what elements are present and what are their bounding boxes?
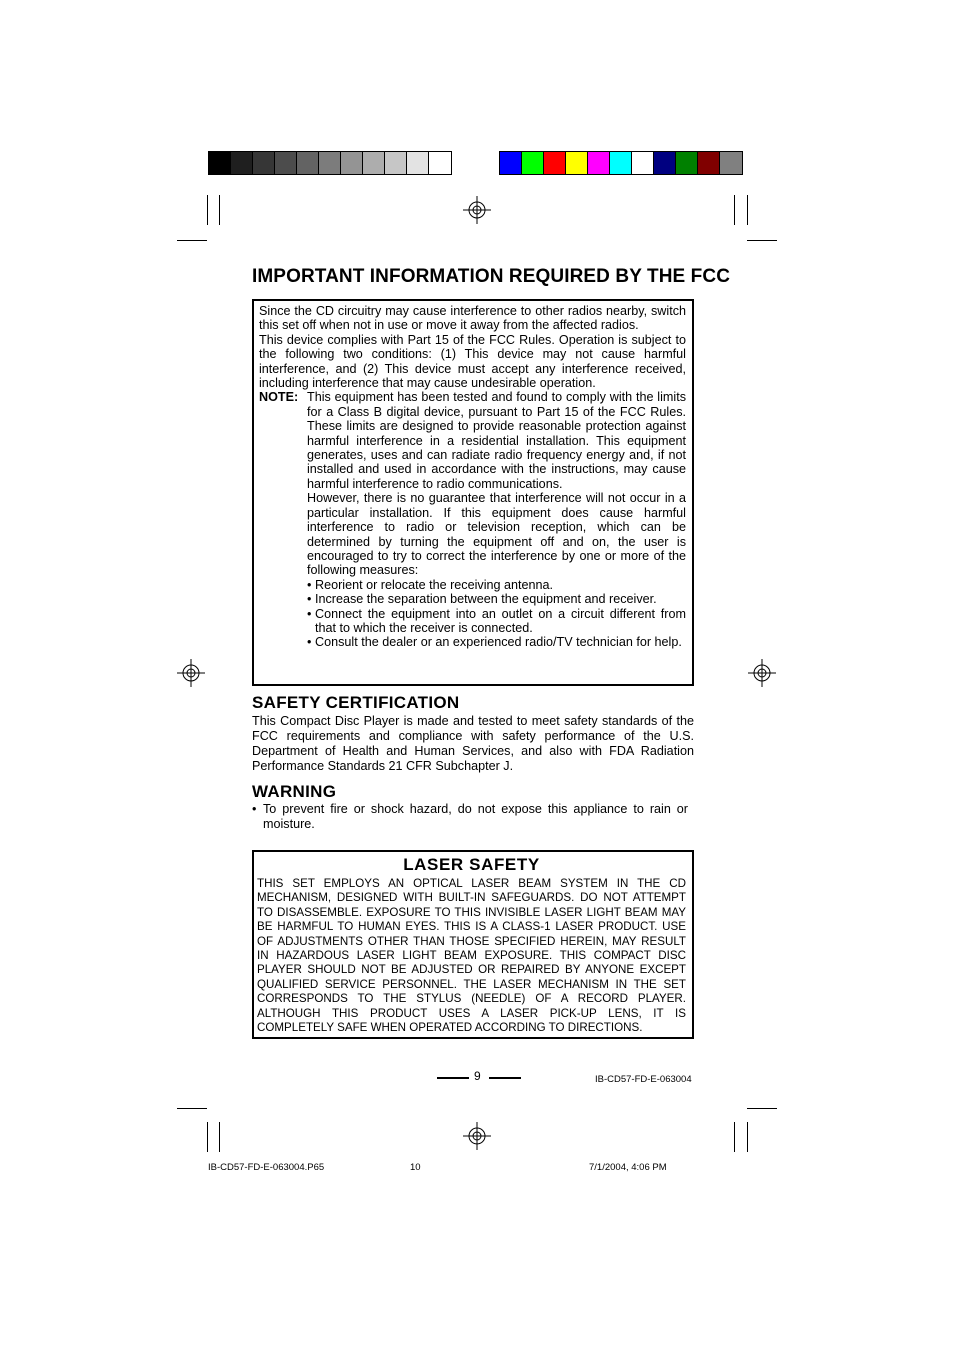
laser-safety-heading: LASER SAFETY [403, 855, 540, 874]
color-bar [499, 151, 743, 175]
registration-mark-icon [463, 1122, 491, 1150]
color-swatch [632, 152, 654, 174]
file-name: IB-CD57-FD-E-063004.P65 [208, 1162, 325, 1173]
sheet-number: 10 [410, 1162, 421, 1173]
color-swatch [522, 152, 544, 174]
page-number-rule [437, 1077, 469, 1079]
list-item: • Increase the separation between the equipment and receiver. [307, 592, 657, 607]
color-swatch [654, 152, 676, 174]
color-swatch [610, 152, 632, 174]
color-swatch [253, 152, 275, 174]
color-swatch [275, 152, 297, 174]
safety-certification-text: This Compact Disc Player is made and tested to meet safety standards of the FCC requirements and compliance with safety performance of the U.S. Department of Health and Human Services, and also with FDA Radiation Performance Standards 21 CFR Subchapter J. [252, 714, 694, 773]
registration-mark-icon [177, 659, 205, 687]
crop-mark [177, 1108, 207, 1109]
note-paragraph: This equipment has been tested and found to comply with the limits for a Class B digital device, pursuant to Part 15 of the FCC Rules. These limits are designed to provide reasonable protection against harmful interference in a residential installation. This equipment generates, uses and can radiate radio frequency energy and, if not installed and used in accordance with the instructions, may cause harmful interference to radio communications. [307, 390, 686, 491]
note-label: NOTE: [259, 390, 299, 405]
note-body [307, 390, 686, 649]
warning-item: • To prevent fire or shock hazard, do not expose this appliance to rain or moisture. [252, 802, 688, 831]
color-swatch [720, 152, 742, 174]
color-swatch [676, 152, 698, 174]
page-number: 9 [474, 1069, 481, 1083]
registration-mark-icon [748, 659, 776, 687]
crop-mark [734, 195, 735, 225]
color-swatch [385, 152, 407, 174]
crop-mark [207, 1122, 208, 1152]
timestamp: 7/1/2004, 4:06 PM [589, 1162, 667, 1173]
fcc-info-box [252, 299, 694, 686]
list-item: • Reorient or relocate the receiving antenna. [307, 577, 554, 592]
doc-code: IB-CD57-FD-E-063004 [595, 1074, 692, 1085]
color-swatch [407, 152, 429, 174]
fcc-note [259, 390, 686, 649]
laser-safety-text: THIS SET EMPLOYS AN OPTICAL LASER BEAM SYSTEM IN THE CD MECHANISM, DESIGNED WITH BUILT-IN SAFEGUARDS. DO NOT ATTEMPT TO DISASSEMBLE. EXPOSURE TO THIS INVISIBLE LASER LIGHT BEAM MAY BE HARMFUL TO HUMAN EYES. THIS IS A CLASS-1 LASER PRODUCT. USE OF ADJUSTMENTS OTHER THAN THOSE SPECIFIED HEREIN, MAY RESULT IN HAZARDOUS LASER LIGHT BEAM EXPOSURE. THIS COMPACT DISC PLAYER SHOULD NOT BE ADJUSTED OR REPAIRED BY ANYONE EXCEPT QUALIFIED SERVICE PERSONNEL. THE LASER MECHANISM IN THE SET CORRESPONDS TO THE STYLUS (NEEDLE) OF A RECORD PLAYER. ALTHOUGH THIS PRODUCT USES A LASER PICK-UP LENS, IT IS COMPLETELY SAFE WHEN OPERATED ACCORDING TO DIRECTIONS. [257, 877, 686, 1035]
color-swatch [363, 152, 385, 174]
color-swatch [209, 152, 231, 174]
color-swatch [588, 152, 610, 174]
list-item: • Connect the equipment into an outlet on a circuit different from that to which the receiver is connected. [307, 606, 686, 635]
crop-mark [219, 195, 220, 225]
color-swatch [231, 152, 253, 174]
color-swatch [319, 152, 341, 174]
crop-mark [747, 195, 748, 225]
crop-mark [747, 1108, 777, 1109]
warning-heading: WARNING [252, 782, 337, 801]
note-paragraph: However, there is no guarantee that interference will not occur in a particular installation. If this equipment does cause harmful interference to radio or television reception, which can be determined by turning the equipment off and on, the user is encouraged to try to correct the interference by one or more of the following measures: [307, 491, 686, 578]
fcc-paragraph: This device complies with Part 15 of the FCC Rules. Operation is subject to the following two conditions: (1) This device may not cause harmful interference, and (2) This device must accept any interference received, including interference that may cause undesirable operation. [259, 332, 686, 391]
color-swatch [566, 152, 588, 174]
color-swatch [297, 152, 319, 174]
page-number-rule [489, 1077, 521, 1079]
crop-mark [177, 240, 207, 241]
page-title: IMPORTANT INFORMATION REQUIRED BY THE FCC [252, 266, 731, 287]
list-item: • Consult the dealer or an experienced radio/TV technician for help. [307, 635, 682, 650]
crop-mark [207, 195, 208, 225]
color-swatch [698, 152, 720, 174]
crop-mark [747, 1122, 748, 1152]
color-swatch [341, 152, 363, 174]
safety-certification-heading: SAFETY CERTIFICATION [252, 693, 460, 712]
color-swatch [500, 152, 522, 174]
crop-mark [747, 240, 777, 241]
registration-mark-icon [463, 196, 491, 224]
crop-mark [219, 1122, 220, 1152]
fcc-paragraph: Since the CD circuitry may cause interference to other radios nearby, switch this set off when not in use or move it away from the affected radios. [259, 304, 686, 333]
color-swatch [544, 152, 566, 174]
crop-mark [734, 1122, 735, 1152]
color-swatch [429, 152, 451, 174]
laser-safety-box [252, 850, 694, 1039]
grayscale-bar [208, 151, 452, 175]
